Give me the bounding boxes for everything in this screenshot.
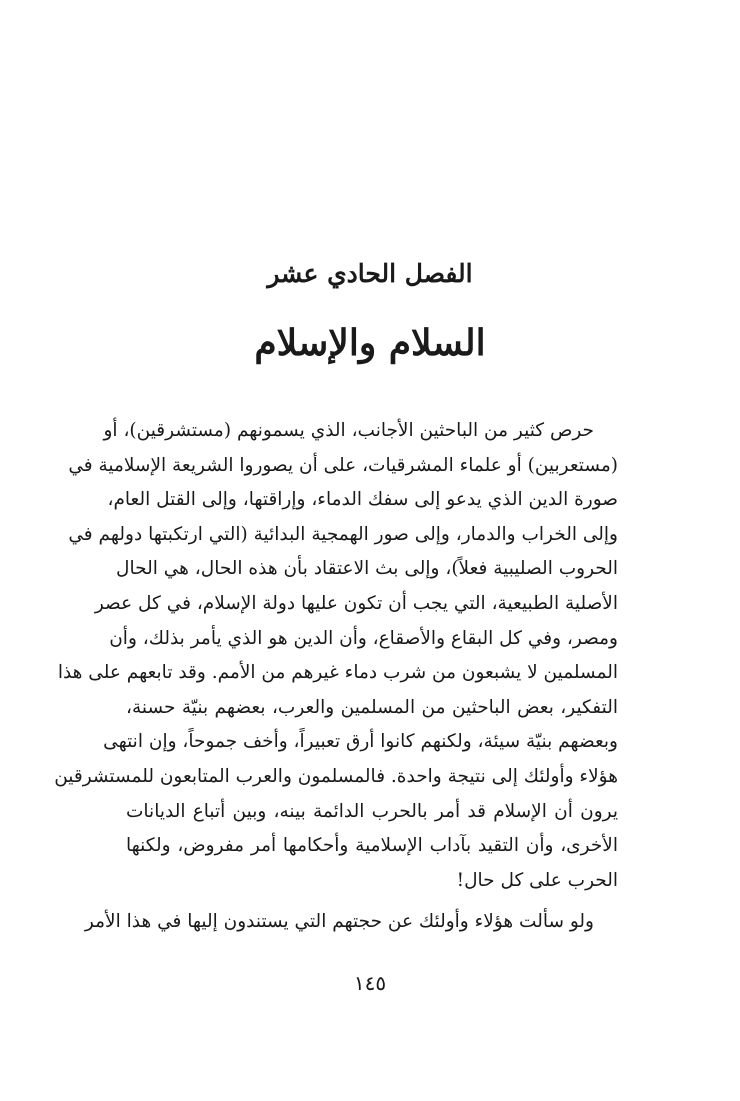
chapter-title: السلام والإسلام — [254, 322, 486, 364]
text-line: الأخرى، وأن التقيد بآداب الإسلامية وأحكامها أمر مفروض، ولكنها — [126, 835, 618, 857]
text-line: صورة الدين الذي يدعو إلى سفك الدماء، وإراقتها، وإلى القتل العام، — [107, 489, 618, 511]
text-line: وإلى الخراب والدمار، وإلى صور الهمجية البدائية (التي ارتكبتها دولهم في — [68, 523, 618, 545]
text-line: الحرب على كل حال! — [456, 869, 618, 891]
chapter-number: الفصل الحادي عشر — [267, 259, 473, 288]
text-line: ولو سألت هؤلاء وأولئك عن حجتهم التي يستندون إليها في هذا الأمر — [84, 911, 594, 933]
paragraph-1 — [54, 414, 618, 898]
text-line: التفكير، بعض الباحثين من المسلمين والعرب، بعضهم بنيّة حسنة، — [126, 696, 618, 718]
text-line: وبعضهم بنيّة سيئة، ولكنهم كانوا أرق تعبيراً، وأخف جموحاً، وإن انتهى — [103, 731, 618, 753]
paragraph-2 — [84, 905, 618, 940]
text-line: الحروب الصليبية فعلاً)، وإلى بث الاعتقاد بأن هذه الحال، هي الحال — [116, 558, 618, 580]
text-line: يرون أن الإسلام قد أمر بالحرب الدائمة بينه، وبين أتباع الديانات — [126, 800, 618, 822]
text-line: ومصر، وفي كل البقاع والأصقاع، وأن الدين هو الذي يأمر بذلك، وأن — [109, 627, 618, 649]
text-line: المسلمين لا يشبعون من شرب دماء غيرهم من الأمم. وقد تابعهم على هذا — [57, 662, 618, 684]
text-line: الأصلية الطبيعية، التي يجب أن تكون عليها دولة الإسلام، في كل عصر — [94, 592, 618, 614]
page-number: ١٤٥ — [353, 971, 387, 995]
text-line: (مستعربين) أو علماء المشرقيات، على أن يصوروا الشريعة الإسلامية في — [68, 454, 618, 476]
body-text — [54, 414, 618, 940]
text-line: حرص كثير من الباحثين الأجانب، الذي يسمونهم (مستشرقين)، أو — [103, 420, 594, 441]
text-line: هؤلاء وأولئك إلى نتيجة واحدة. فالمسلمون والعرب المتابعون للمستشرقين — [54, 765, 618, 787]
